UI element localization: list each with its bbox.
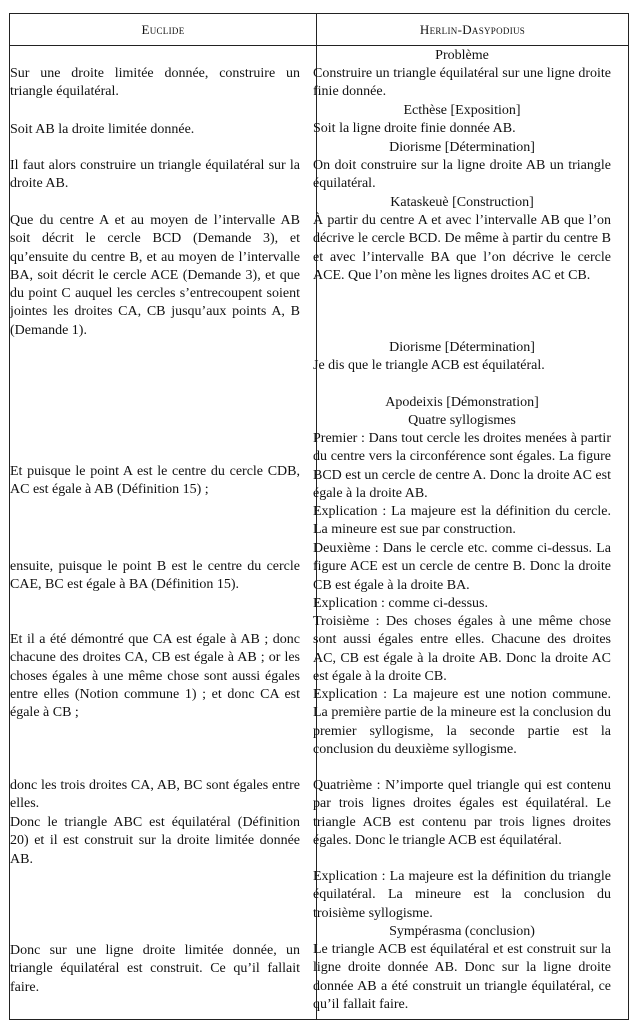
euclide-setting-out: Soit AB la droite limitée donnée. (10, 122, 195, 137)
section-heading: Diorisme [Détermination] (389, 140, 535, 155)
euclide-proof-step-3: Et il a été démontré que CA est égale à AB ; donc chacune des droites CA, CB est égale à AB ; or les choses égales à une même chose sont aussi égales entre elles (Notion commune 1) ; et donc CA est égale à CB ; (10, 632, 300, 721)
header-divider (10, 45, 628, 46)
hd-paragraph: Explication : comme ci-dessus. (313, 596, 488, 611)
header-herlin-dasypodius: Herlin-Dasypodius (419, 22, 526, 37)
section-heading: Problème (435, 48, 489, 63)
section-heading: Quatre syllogismes (408, 413, 516, 428)
hd-paragraph: Explication : La majeure est la définition du cercle. La mineure est sue par construction. (313, 504, 611, 538)
euclide-proof-step-2: ensuite, puisque le point B est le centre du cercle CAE, BC est égale à BA (Définition 15). (10, 559, 300, 593)
euclide-proof-step-5: Donc le triangle ABC est équilatéral (Définition 20) et il est construit sur la droite limitée donnée AB. (10, 815, 300, 867)
euclide-proof-step-4: donc les trois droites CA, AB, BC sont égales entre elles. (10, 778, 300, 812)
header-euclide: Euclide (141, 22, 185, 37)
hd-paragraph: Soit la ligne droite finie donnée AB. (313, 121, 516, 136)
hd-paragraph: Deuxième : Dans le cercle etc. comme ci-dessus. La figure ACE est un cercle de centre B. Donc la droite CB est égale à la droite BA. (313, 541, 611, 593)
hd-paragraph: Troisième : Des choses égales à une même chose sont aussi égales entre elles. Chacune des droites AC, CB est égale à la droite AB. Donc la droite AC est égale à la droite CB. (313, 614, 611, 684)
hd-paragraph: On doit construire sur la ligne droite AB un triangle équilatéral. (313, 158, 611, 192)
hd-paragraph: Explication : La majeure est la définition du triangle équilatéral. La mineure est la conclusion du troisième syllogisme. (313, 869, 611, 921)
section-heading: Sympérasma (conclusion) (389, 924, 535, 939)
section-heading: Ecthèse [Exposition] (403, 103, 521, 118)
hd-paragraph: Premier : Dans tout cercle les droites menées à partir du centre vers la circonférence sont égales. La figure BCD est un cercle de centre A. Donc la droite AC est égale à la droite AB. (313, 431, 611, 501)
hd-paragraph: Construire un triangle équilatéral sur une ligne droite finie donnée. (313, 66, 611, 100)
euclide-conclusion: Donc sur une ligne droite limitée donnée, un triangle équilatéral est construit. Ce qu’il fallait faire. (10, 943, 300, 995)
section-heading: Apodeixis [Démonstration] (385, 395, 539, 410)
euclide-specification: Il faut alors construire un triangle équilatéral sur la droite AB. (10, 158, 300, 192)
hd-paragraph: Quatrième : N’importe quel triangle qui est contenu par trois lignes droites égales est équilatéral. Le triangle ACB est contenu par trois lignes droites égales. Donc le triangle ACB est équilatéral. (313, 778, 611, 848)
hd-paragraph: Le triangle ACB est équilatéral et est construit sur la ligne droite donnée AB. Donc sur la ligne droite donnée AB a été construit un triangle équilatéral, ce qu’il fallait faire. (313, 942, 611, 1012)
euclide-proof-step-1: Et puisque le point A est le centre du cercle CDB, AC est égale à AB (Définition 15) ; (10, 464, 300, 498)
euclide-statement: Sur une droite limitée donnée, construire un triangle équilatéral. (10, 66, 300, 100)
hd-paragraph: À partir du centre A et avec l’intervalle AB que l’on décrive le cercle BCD. De même à partir du centre B et avec l’intervalle BA que l’on décrive le cercle ACE. Que l’on mène les lignes droites AC et CB. (313, 213, 611, 283)
euclide-construction: Que du centre A et au moyen de l’intervalle AB soit décrit le cercle BCD (Demande 3), et qu’ensuite du centre B, et au moyen de l’intervalle BA, soit décrit le cercle ACE (Demande 3), et que du point C auquel les cercles s’entrecoupent soient jointes les droites CA, CB jusqu’aux points A, B (Demande 1). (10, 213, 300, 338)
hd-paragraph: Je dis que le triangle ACB est équilatéral. (313, 358, 545, 373)
hd-paragraph: Explication : La majeure est une notion commune. La première partie de la mineure est la conclusion du premier syllogisme, la seconde partie est la conclusion du deuxième syllogisme. (313, 687, 611, 757)
section-heading: Diorisme [Détermination] (389, 340, 535, 355)
section-heading: Kataskeuè [Construction] (390, 195, 534, 210)
